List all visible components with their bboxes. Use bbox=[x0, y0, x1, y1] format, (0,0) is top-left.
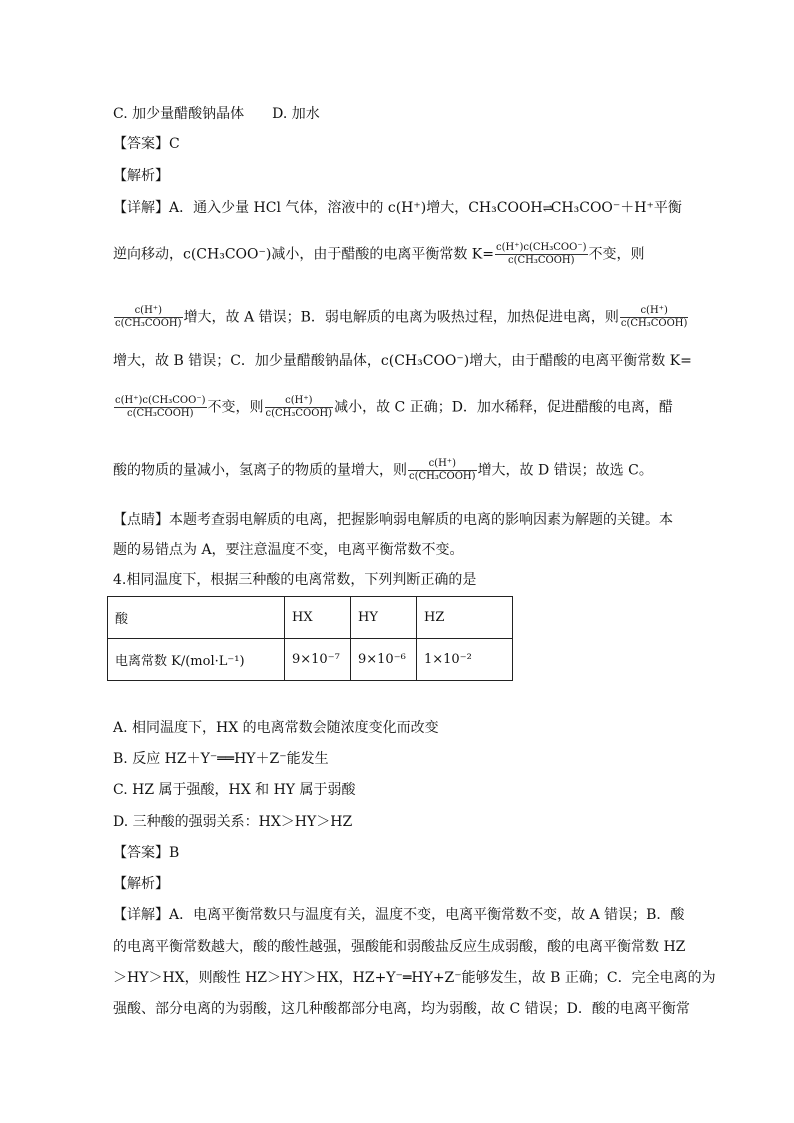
table-cell: 9×10⁻⁶ bbox=[351, 639, 417, 681]
table-header-row bbox=[108, 597, 513, 639]
fraction-h-ratio bbox=[408, 458, 477, 483]
fraction-denominator: c(CH₃COOH) bbox=[507, 255, 575, 266]
q4-detail-line-4: 强酸、部分电离的为弱酸，这几种酸都部分电离，均为弱酸，故 C 错误；D．酸的电离平衡常 bbox=[113, 1001, 690, 1017]
q3-detail-line-4: 增大，故 B 错误；C．加少量醋酸钠晶体，c(CH₃COO⁻)增大，由于醋酸的电离平衡常数 K= bbox=[113, 353, 692, 369]
fraction-h-ratio bbox=[265, 395, 334, 420]
q4-detail-line-1: 【详解】A．电离平衡常数只与温度有关，温度不变，电离平衡常数不变，故 A 错误；B．酸 bbox=[113, 907, 685, 923]
fraction-denominator: c(CH₃COOH) bbox=[409, 471, 476, 482]
table-row bbox=[108, 639, 513, 681]
q3-detail-1b: CH₃COO⁻＋H⁺平衡 bbox=[550, 200, 682, 216]
q4-option-d: D. 三种酸的强弱关系：HX＞HY＞HZ bbox=[113, 814, 353, 830]
q3-detail-line-6 bbox=[113, 458, 653, 483]
fraction-numerator: c(H⁺)c(CH₃COO⁻) bbox=[496, 242, 587, 253]
fraction-h-ratio bbox=[620, 305, 689, 330]
fraction-numerator: c(H⁺) bbox=[620, 305, 689, 318]
q4-option-c: C. HZ 属于强酸，HX 和 HY 属于弱酸 bbox=[113, 782, 356, 798]
q3-detail-5a: 不变，则 bbox=[207, 399, 264, 416]
q4-detail-line-2: 的电离平衡常数越大，酸的酸性越强，强酸能和弱酸盐反应生成弱酸，酸的电离平衡常数 HZ bbox=[113, 939, 686, 955]
q3-detail-6a: 酸的物质的量减小，氢离子的物质的量增大，则 bbox=[113, 462, 407, 479]
fraction-k-expression bbox=[114, 395, 207, 420]
fraction-denominator: c(CH₃COOH) bbox=[115, 318, 182, 329]
table-cell: HX bbox=[285, 597, 351, 639]
table-cell: 9×10⁻⁷ bbox=[285, 639, 351, 681]
fraction-numerator: c(H⁺) bbox=[408, 458, 477, 471]
ionization-constant-table bbox=[107, 596, 513, 681]
q3-options-cd: C. 加少量醋酸钠晶体 D. 加水 bbox=[113, 106, 320, 122]
q4-answer: 【答案】B bbox=[113, 845, 180, 861]
q4-detail-line-3: ＞HY＞HX，则酸性 HZ＞HY＞HX，HZ+Y⁻═HY+Z⁻能够发生，故 B 正确；C．完全电离的为 bbox=[113, 970, 716, 986]
fraction-k-expression bbox=[495, 242, 588, 267]
fraction-denominator: c(CH₃COOH) bbox=[620, 318, 688, 329]
q4-analysis-heading: 【解析】 bbox=[113, 876, 169, 892]
q4-option-b: B. 反应 HZ＋Y⁻══HY＋Z⁻能发生 bbox=[113, 751, 329, 767]
fraction-denominator: c(CH₃COOH) bbox=[265, 408, 333, 419]
fraction-numerator: c(H⁺) bbox=[114, 305, 183, 318]
q3-detail-line-1 bbox=[113, 198, 682, 218]
fraction-h-ratio bbox=[114, 305, 183, 330]
table-cell: 酸 bbox=[108, 597, 285, 639]
table-cell: HY bbox=[351, 597, 417, 639]
q3-detail-line-5 bbox=[113, 395, 673, 420]
q3-analysis-heading: 【解析】 bbox=[113, 168, 169, 184]
table-cell: HZ bbox=[417, 597, 513, 639]
q3-tip-line-1: 【点睛】本题考查弱电解质的电离，把握影响弱电解质的电离的影响因素为解题的关键。本 bbox=[113, 512, 673, 528]
q3-detail-6b: 增大，故 D 错误；故选 C。 bbox=[477, 462, 653, 479]
q3-detail-3: 增大，故 A 错误；B．弱电解质的电离为吸热过程，加热促进电离，则 bbox=[183, 309, 619, 326]
fraction-numerator: c(H⁺)c(CH₃COO⁻) bbox=[115, 395, 206, 406]
q3-detail-2a: 逆向移动，c(CH₃COO⁻)减小，由于醋酸的电离平衡常数 K= bbox=[113, 246, 494, 263]
q3-detail-line-3 bbox=[113, 305, 689, 330]
fraction-numerator: c(H⁺) bbox=[265, 395, 334, 408]
q3-detail-1a: 【详解】A．通入少量 HCl 气体，溶液中的 c(H⁺)增大，CH₃COOH bbox=[113, 200, 543, 216]
equilibrium-arrow-icon: ⇌ bbox=[542, 201, 551, 215]
q3-answer: 【答案】C bbox=[113, 136, 180, 152]
q3-detail-line-2 bbox=[113, 242, 645, 267]
fraction-denominator: c(CH₃COOH) bbox=[126, 408, 194, 419]
table-cell: 电离常数 K/(mol·L⁻¹) bbox=[108, 639, 285, 681]
table-cell: 1×10⁻² bbox=[417, 639, 513, 681]
q3-tip-line-2: 题的易错点为 A，要注意温度不变，电离平衡常数不变。 bbox=[113, 542, 464, 558]
q3-detail-5b: 减小，故 C 正确；D．加水稀释，促进醋酸的电离，醋 bbox=[334, 399, 673, 416]
q4-stem: 4.相同温度下，根据三种酸的电离常数，下列判断正确的是 bbox=[113, 572, 477, 588]
q3-detail-2b: 不变，则 bbox=[588, 246, 645, 263]
q4-option-a: A. 相同温度下，HX 的电离常数会随浓度变化而改变 bbox=[113, 720, 439, 736]
